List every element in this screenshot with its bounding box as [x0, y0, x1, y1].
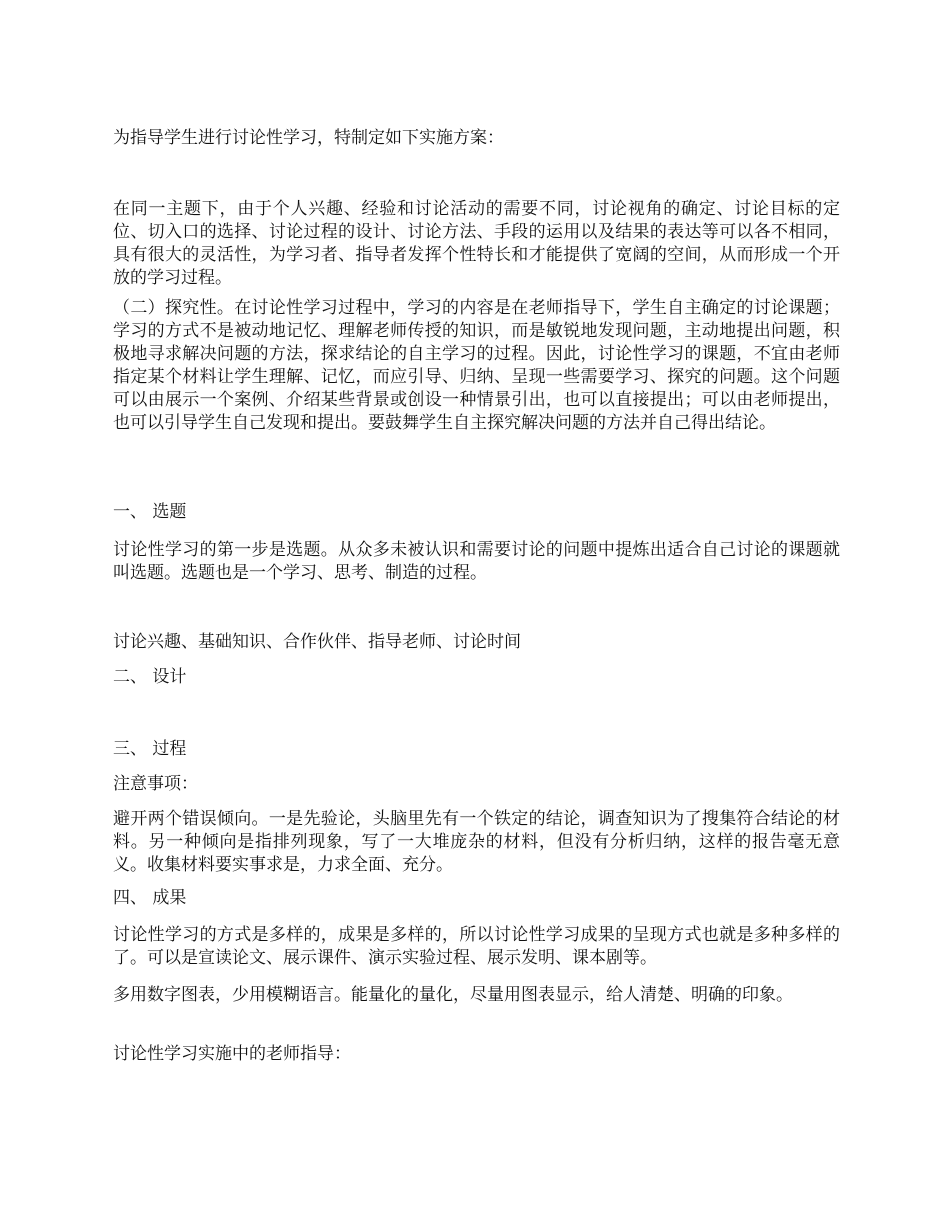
openness-paragraph: 在同一主题下，由于个人兴趣、经验和讨论活动的需要不同，讨论视角的确定、讨论目标的定位、切入口的选择、讨论过程的设计、讨论方法、手段的运用以及结果的表达等可以各不相同，具有很大的灵活性，为学习者、指导者发挥个性特长和才能提供了宽阔的空间，从而形成一个开放的学习过程。	[113, 199, 840, 288]
intro-paragraph: 为指导学生进行讨论性学习，特制定如下实施方案：	[113, 128, 504, 148]
charts-advice-paragraph: 多用数字图表，少用模糊语言。能量化的量化，尽量用图表显示，给人清楚、明确的印象。	[113, 985, 793, 1005]
teacher-guidance-label: 讨论性学习实施中的老师指导：	[113, 1044, 351, 1064]
section-heading-design: 二、 设计	[113, 667, 187, 687]
section-heading-process: 三、 过程	[113, 739, 187, 759]
section-heading-topic-selection: 一、 选题	[113, 502, 187, 522]
notes-label: 注意事项：	[113, 774, 198, 794]
topic-selection-paragraph: 讨论性学习的第一步是选题。从众多未被认识和需要讨论的问题中提炼出适合自己讨论的课题就叫选题。选题也是一个学习、思考、制造的过程。	[113, 540, 840, 583]
section-heading-results: 四、 成果	[113, 888, 187, 908]
errors-paragraph: 避开两个错误倾向。一是先验论，头脑里先有一个铁定的结论，调查知识为了搜集符合结论的材料。另一种倾向是指排列现象，写了一大堆庞杂的材料，但没有分析归纳，这样的报告毫无意义。收集材料要实事求是，力求全面、充分。	[113, 809, 840, 875]
selection-factors-line: 讨论兴趣、基础知识、合作伙伴、指导老师、讨论时间	[113, 632, 521, 652]
inquiry-paragraph: （二）探究性。在讨论性学习过程中，学习的内容是在老师指导下，学生自主确定的讨论课题；学习的方式不是被动地记忆、理解老师传授的知识，而是敏锐地发现问题，主动地提出问题，积极地寻求解决问题的方法，探求结论的自主学习的过程。因此，讨论性学习的课题，不宜由老师指定某个材料让学生理解、记忆，而应引导、归纳、呈现一些需要学习、探究的问题。这个问题可以由展示一个案例、介绍某些背景或创设一种情景引出，也可以直接提出；可以由老师提出，也可以引导学生自己发现和提出。要鼓舞学生自主探究解决问题的方法并自己得出结论。	[113, 298, 840, 433]
results-paragraph: 讨论性学习的方式是多样的，成果是多样的，所以讨论性学习成果的呈现方式也就是多种多样的了。可以是宣读论文、展示课件、演示实验过程、展示发明、课本剧等。	[113, 925, 840, 968]
